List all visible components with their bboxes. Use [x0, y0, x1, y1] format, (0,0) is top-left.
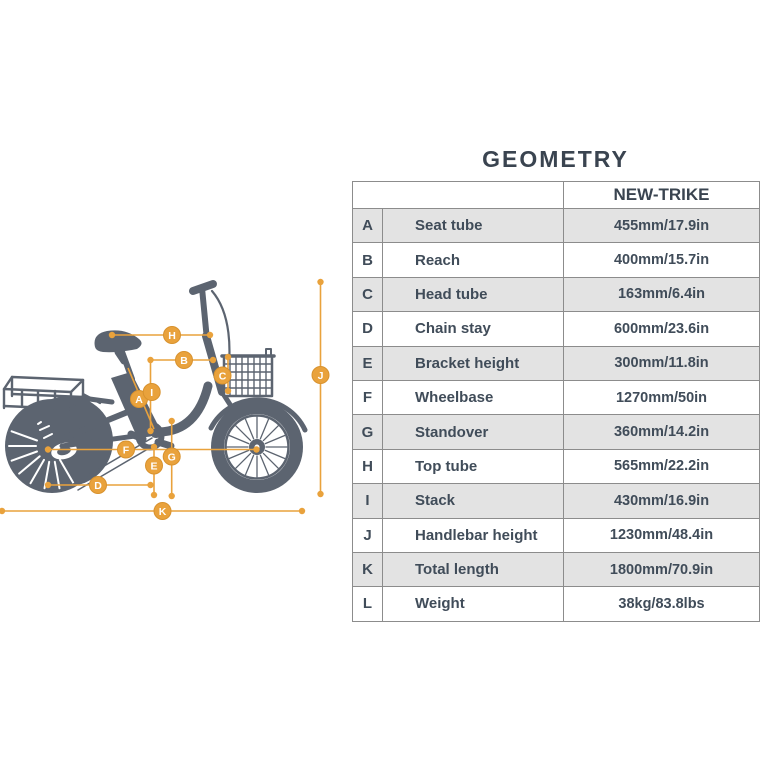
marker-D [90, 477, 107, 494]
dimension-endpoint-dot [225, 354, 231, 360]
row-label: Stack [383, 484, 564, 518]
table-row [353, 346, 760, 380]
table-row [353, 449, 760, 483]
row-value: 1270mm/50in [564, 380, 760, 414]
row-label: Handlebar height [383, 518, 564, 552]
row-value: 300mm/11.8in [564, 346, 760, 380]
row-value: 1800mm/70.9in [564, 552, 760, 586]
row-letter: G [353, 415, 383, 449]
table-row [353, 587, 760, 621]
down-tube [160, 386, 208, 432]
table-header-empty-cell [353, 182, 564, 209]
row-label: Head tube [383, 277, 564, 311]
page-title: GEOMETRY [482, 146, 629, 172]
svg-text:J: J [317, 369, 324, 382]
pedal-right [158, 442, 171, 446]
dimension-endpoint-dot [151, 492, 157, 498]
table-header-row [353, 182, 760, 209]
dimension-endpoint-dot [317, 279, 323, 285]
saddle-clamp [118, 352, 124, 361]
table-row [353, 415, 760, 449]
svg-text:B: B [180, 354, 188, 367]
table-row [353, 484, 760, 518]
dimension-endpoint-dot [225, 388, 231, 394]
marker-G [163, 448, 180, 465]
geometry-table [352, 181, 760, 622]
row-letter: J [353, 518, 383, 552]
row-value: 430mm/16.9in [564, 484, 760, 518]
table-row [353, 209, 760, 243]
marker-K [154, 503, 171, 520]
svg-text:C: C [218, 370, 227, 383]
svg-text:I: I [150, 386, 154, 399]
row-label: Top tube [383, 449, 564, 483]
dimension-endpoint-dot [147, 482, 153, 488]
row-value: 360mm/14.2in [564, 415, 760, 449]
row-value: 400mm/15.7in [564, 243, 760, 277]
marker-I [143, 384, 160, 401]
svg-text:H: H [168, 329, 176, 342]
svg-text:D: D [94, 479, 102, 492]
dimension-endpoint-dot [0, 508, 5, 514]
row-label: Wheelbase [383, 380, 564, 414]
svg-text:K: K [158, 505, 167, 518]
row-letter: L [353, 587, 383, 621]
svg-text:G: G [167, 451, 176, 464]
dimension-endpoint-dot [299, 508, 305, 514]
svg-text:A: A [135, 393, 143, 406]
dimension-endpoint-dot [317, 491, 323, 497]
row-letter: K [353, 552, 383, 586]
row-value: 565mm/22.2in [564, 449, 760, 483]
table-row [353, 312, 760, 346]
row-letter: A [353, 209, 383, 243]
handlebar [193, 284, 213, 291]
marker-C [214, 367, 231, 384]
marker-H [164, 327, 181, 344]
row-label: Bracket height [383, 346, 564, 380]
table-row [353, 380, 760, 414]
pedal-left [131, 434, 143, 439]
table-row [353, 518, 760, 552]
row-value: 455mm/17.9in [564, 209, 760, 243]
row-letter: E [353, 346, 383, 380]
row-label: Chain stay [383, 312, 564, 346]
marker-E [146, 457, 163, 474]
marker-F [118, 441, 135, 458]
marker-J [312, 367, 329, 384]
table-row [353, 552, 760, 586]
row-value: 1230mm/48.4in [564, 518, 760, 552]
stem [202, 288, 207, 340]
row-letter: B [353, 243, 383, 277]
row-label: Total length [383, 552, 564, 586]
dimension-endpoint-dot [169, 418, 175, 424]
row-label: Reach [383, 243, 564, 277]
dimension-endpoint-dot [210, 357, 216, 363]
row-label: Seat tube [383, 209, 564, 243]
row-letter: C [353, 277, 383, 311]
dimension-endpoint-dot [147, 428, 153, 434]
row-letter: H [353, 449, 383, 483]
row-value: 600mm/23.6in [564, 312, 760, 346]
marker-B [176, 352, 193, 369]
table-row [353, 243, 760, 277]
dimension-endpoint-dot [151, 444, 157, 450]
dimension-endpoint-dot [207, 332, 213, 338]
row-label: Standover [383, 415, 564, 449]
svg-text:F: F [122, 444, 130, 457]
row-value: 163mm/6.4in [564, 277, 760, 311]
table-model-header: NEW-TRIKE [564, 182, 760, 209]
svg-text:E: E [150, 460, 158, 473]
row-letter: I [353, 484, 383, 518]
table-row [353, 277, 760, 311]
row-letter: D [353, 312, 383, 346]
dimension-endpoint-dot [253, 446, 259, 452]
dimension-endpoint-dot [109, 332, 115, 338]
row-value: 38kg/83.8lbs [564, 587, 760, 621]
dimension-endpoint-dot [45, 482, 51, 488]
dimension-endpoint-dot [169, 493, 175, 499]
dimension-endpoint-dot [45, 446, 51, 452]
row-letter: F [353, 380, 383, 414]
row-label: Weight [383, 587, 564, 621]
